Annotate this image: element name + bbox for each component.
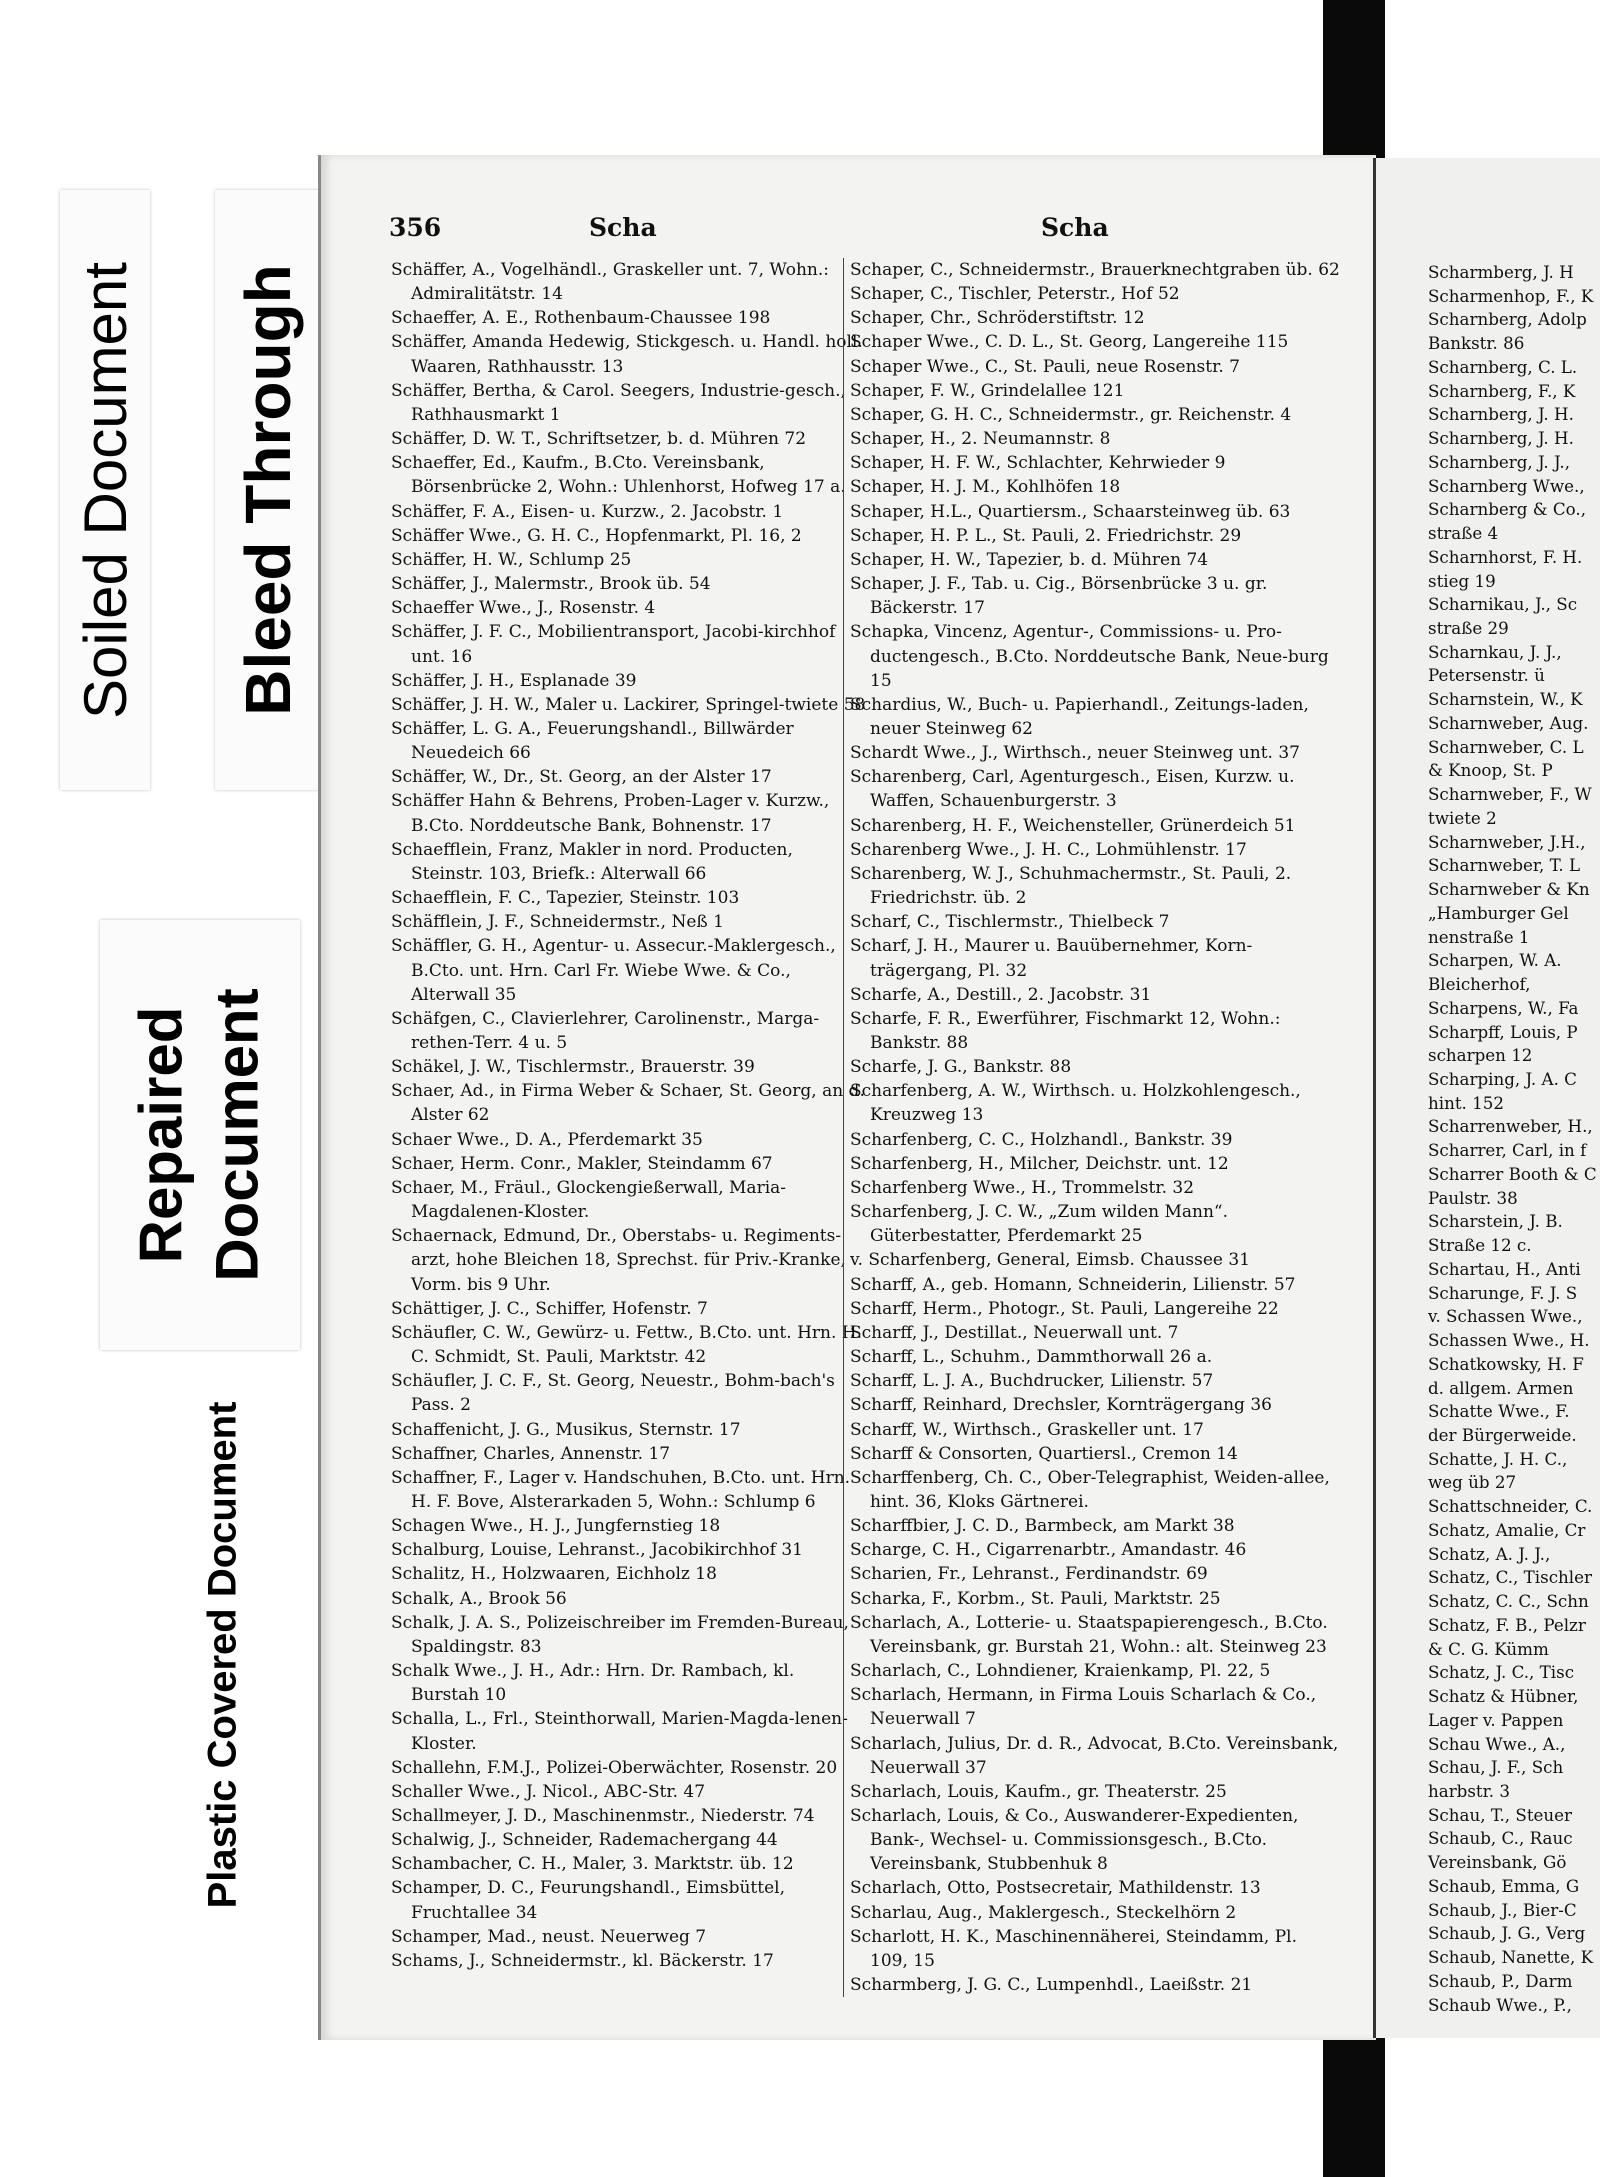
directory-entry: Schaper, H. W., Tapezier, b. d. Mühren 74 bbox=[850, 549, 1209, 570]
directory-entry: d. allgem. Armen bbox=[1428, 1377, 1574, 1398]
directory-entry: Scharff, Herm., Photogr., St. Pauli, Langereihe 22 bbox=[850, 1298, 1279, 1319]
directory-entry: Scharenberg Wwe., J. H. C., Lohmühlenstr. 17 bbox=[850, 839, 1247, 860]
directory-entry: Scharping, J. A. C bbox=[1428, 1068, 1577, 1089]
directory-entry: Scharffbier, J. C. D., Barmbeck, am Markt 38 bbox=[850, 1516, 1235, 1537]
directory-entry: Scharlach, A., Lotterie- u. Staatspapierengesch., B.Cto. Vereinsbank, gr. Burstah 21, Wohn.: alt. Steinweg 23 bbox=[850, 1612, 1328, 1657]
directory-entry: Schatz, J. C., Tisc bbox=[1428, 1662, 1575, 1683]
directory-entry: Schäffer, A., Vogelhändl., Graskeller unt. 7, Wohn.: Admiralitätstr. 14 bbox=[391, 260, 829, 305]
directory-entry: Schatte Wwe., F. bbox=[1428, 1401, 1570, 1422]
page-number: 356 bbox=[389, 213, 442, 242]
directory-entry: Scharnberg Wwe., bbox=[1428, 475, 1585, 496]
directory-entry: Scharnweber, C. L bbox=[1428, 736, 1584, 757]
directory-entry: Lager v. Pappen bbox=[1428, 1709, 1564, 1730]
directory-entry: Schäffer, J. H. W., Maler u. Lackirer, Springel-twiete 58 bbox=[391, 694, 866, 715]
directory-entry: Scharnstein, W., K bbox=[1428, 689, 1583, 710]
directory-entry: Scharnberg, Adolp bbox=[1428, 309, 1587, 330]
directory-entry: Schaper, H. P. L., St. Pauli, 2. Friedrichstr. 29 bbox=[850, 525, 1242, 546]
directory-entry: Scharmberg, J. H bbox=[1428, 262, 1574, 282]
directory-entry: Paulstr. 38 bbox=[1428, 1187, 1518, 1208]
directory-entry: Scharf, J. H., Maurer u. Bauübernehmer, Korn-trägergang, Pl. 32 bbox=[850, 936, 1253, 981]
directory-entry: Scharnweber, F., W bbox=[1428, 784, 1592, 805]
directory-entry: Schaub, Nanette, K bbox=[1428, 1947, 1594, 1968]
directory-entry: Schaeffer Wwe., J., Rosenstr. 4 bbox=[391, 598, 656, 619]
repaired-line-2: Document bbox=[204, 988, 272, 1282]
directory-entry: Schäffer, Amanda Hedewig, Stickgesch. u. Handl. holl. Waaren, Rathhausstr. 13 bbox=[391, 332, 863, 377]
next-page-fragment bbox=[1373, 158, 1600, 2038]
directory-entry: Schaper, H.L., Quartiersm., Schaarsteinweg üb. 63 bbox=[850, 501, 1291, 522]
directory-entry: Scharrenweber, H., bbox=[1428, 1116, 1593, 1137]
soiled-document-label bbox=[60, 190, 150, 790]
directory-entry: Schäffer, J., Malermstr., Brook üb. 54 bbox=[391, 574, 711, 595]
directory-entry: Straße 12 c. bbox=[1428, 1235, 1532, 1256]
directory-entry: Scharff, W., Wirthsch., Graskeller unt. 17 bbox=[850, 1419, 1204, 1440]
directory-entry: Schaub, Emma, G bbox=[1428, 1875, 1580, 1896]
entries-column-left bbox=[391, 258, 867, 1973]
directory-entry: Schaper, F. W., Grindelallee 121 bbox=[850, 380, 1125, 401]
directory-entry: Schaub, C., Rauc bbox=[1428, 1828, 1573, 1849]
directory-entry: Schatz, C., Tischler bbox=[1428, 1567, 1592, 1588]
directory-entry: stieg 19 bbox=[1428, 570, 1496, 591]
directory-entry: Schaper, G. H. C., Schneidermstr., gr. Reichenstr. 4 bbox=[850, 404, 1292, 425]
directory-entry: Scharfe, A., Destill., 2. Jacobstr. 31 bbox=[850, 984, 1152, 1005]
directory-entry: Schaeffer, A. E., Rothenbaum-Chaussee 198 bbox=[391, 308, 771, 329]
directory-entry: Scharnberg & Co., bbox=[1428, 499, 1587, 520]
directory-entry: Schaper, H. J. M., Kohlhöfen 18 bbox=[850, 477, 1121, 498]
entries-column-right bbox=[843, 258, 1340, 1997]
directory-entry: „Hamburger Gel bbox=[1428, 902, 1569, 923]
directory-entry: Schalk, J. A. S., Polizeischreiber im Fremden-Bureau, Spaldingstr. 83 bbox=[391, 1612, 849, 1657]
directory-entry: Scharnberg, C. L. bbox=[1428, 356, 1578, 377]
directory-entry: Scharlach, Julius, Dr. d. R., Advocat, B.Cto. Vereinsbank, Neuerwall 37 bbox=[850, 1733, 1339, 1778]
directory-entry: Schättiger, J. C., Schiffer, Hofenstr. 7 bbox=[391, 1298, 708, 1319]
directory-entry: Schams, J., Schneidermstr., kl. Bäckerstr. 17 bbox=[391, 1950, 774, 1971]
directory-entry: Scharlach, Otto, Postsecretair, Mathildenstr. 13 bbox=[850, 1878, 1261, 1899]
directory-entry: Scharnweber & Kn bbox=[1428, 879, 1590, 900]
directory-entry: Schäfflein, J. F., Schneidermstr., Neß 1 bbox=[391, 912, 724, 933]
directory-entry: Scharnweber, J.H., bbox=[1428, 831, 1586, 852]
directory-page bbox=[318, 155, 1376, 2040]
directory-entry: Scharmberg, J. G. C., Lumpenhdl., Laeißstr. 21 bbox=[850, 1975, 1253, 1996]
directory-entry: straße 4 bbox=[1428, 523, 1499, 544]
plastic-covered-label bbox=[130, 1335, 315, 1975]
directory-entry: Schatz, F. B., Pelzr bbox=[1428, 1614, 1586, 1635]
directory-entry: straße 29 bbox=[1428, 618, 1509, 639]
directory-entry: Schaper, C., Tischler, Peterstr., Hof 52 bbox=[850, 284, 1180, 305]
directory-entry: Schau, J. F., Sch bbox=[1428, 1757, 1564, 1778]
directory-entry: Schäufler, C. W., Gewürz- u. Fettw., B.Cto. unt. Hrn. H. C. Schmidt, St. Pauli, Marktstr. 42 bbox=[391, 1322, 863, 1368]
directory-entry: Schatz, C. C., Schn bbox=[1428, 1591, 1589, 1612]
directory-entry: Schaub, P., Darm bbox=[1428, 1970, 1573, 1991]
directory-entry: Schalwig, J., Schneider, Rademachergang 44 bbox=[391, 1830, 778, 1851]
directory-entry: Scharlach, Hermann, in Firma Louis Scharlach & Co., Neuerwall 7 bbox=[850, 1685, 1317, 1730]
directory-entry: Scharge, C. H., Cigarrenarbtr., Amandastr. 46 bbox=[850, 1540, 1247, 1561]
directory-entry: Schäffer, J. H., Esplanade 39 bbox=[391, 670, 637, 691]
directory-entry: Schaer, Herm. Conr., Makler, Steindamm 67 bbox=[391, 1153, 773, 1174]
directory-entry: weg üb 27 bbox=[1428, 1472, 1517, 1493]
directory-entry: Schallmeyer, J. D., Maschinenmstr., Niederstr. 74 bbox=[391, 1806, 815, 1826]
directory-entry: Scharrer, Carl, in f bbox=[1428, 1140, 1587, 1161]
directory-entry: Schaper, H., 2. Neumannstr. 8 bbox=[850, 429, 1111, 450]
directory-entry: Scharlott, H. K., Maschinennäherei, Steindamm, Pl. 109, 15 bbox=[850, 1926, 1297, 1971]
directory-entry: Scharlach, Louis, Kaufm., gr. Theaterstr. 25 bbox=[850, 1781, 1227, 1802]
directory-entry: Schaper, Chr., Schröderstiftstr. 12 bbox=[850, 308, 1145, 329]
directory-entry: Schäffer, Bertha, & Carol. Seegers, Industrie-gesch., Rathhausmarkt 1 bbox=[391, 380, 846, 425]
directory-entry: Schalburg, Louise, Lehranst., Jacobikirchhof 31 bbox=[391, 1540, 803, 1561]
directory-entry: Schaffner, F., Lager v. Handschuhen, B.Cto. unt. Hrn. H. F. Bove, Alsterarkaden 5, Wohn.: Schlump 6 bbox=[391, 1467, 851, 1512]
repaired-document-label bbox=[100, 920, 300, 1350]
directory-entry: Schaper, H. F. W., Schlachter, Kehrwieder 9 bbox=[850, 453, 1226, 474]
directory-entry: Scharmenhop, F., K bbox=[1428, 285, 1594, 306]
directory-entry: hint. 152 bbox=[1428, 1092, 1504, 1113]
directory-entry: twiete 2 bbox=[1428, 807, 1497, 828]
directory-entry: Schaub Wwe., P., bbox=[1428, 1994, 1572, 2015]
directory-entry: Vereinsbank, Gö bbox=[1428, 1852, 1567, 1873]
directory-entry: & C. G. Kümm bbox=[1428, 1638, 1549, 1659]
directory-entry: Schatz & Hübner, bbox=[1428, 1686, 1579, 1707]
directory-entry: Scharfe, F. R., Ewerführer, Fischmarkt 12, Wohn.: Bankstr. 88 bbox=[850, 1008, 1281, 1053]
running-header-left: Scha bbox=[589, 213, 657, 242]
directory-entry: Scharfenberg, A. W., Wirthsch. u. Holzkohlengesch., Kreuzweg 13 bbox=[850, 1081, 1301, 1126]
directory-entry: Scharenberg, H. F., Weichensteller, Grünerdeich 51 bbox=[850, 815, 1296, 836]
directory-entry: Schäkel, J. W., Tischlermstr., Brauerstr. 39 bbox=[391, 1057, 755, 1078]
directory-entry: Schaer, M., Fräul., Glockengießerwall, Maria-Magdalenen-Kloster. bbox=[391, 1177, 787, 1223]
directory-entry: Schäffer, L. G. A., Feuerungshandl., Billwärder Neuedeich 66 bbox=[391, 718, 794, 764]
directory-entry: Scharfenberg, H., Milcher, Deichstr. unt. 12 bbox=[850, 1153, 1229, 1174]
directory-entry: & Knoop, St. P bbox=[1428, 760, 1553, 781]
directory-entry: Schaper, J. F., Tab. u. Cig., Börsenbrücke 3 u. gr. Bäckerstr. 17 bbox=[850, 574, 1268, 619]
directory-entry: Scharff, J., Destillat., Neuerwall unt. 7 bbox=[850, 1322, 1179, 1343]
plastic-covered-text: Plastic Covered Document bbox=[200, 1401, 245, 1909]
directory-entry: Bleicherhof, bbox=[1428, 974, 1531, 995]
bleed-through-label bbox=[215, 190, 320, 790]
directory-entry: Scharnberg, J. H. bbox=[1428, 404, 1574, 425]
repaired-line-1: Repaired bbox=[128, 1006, 196, 1264]
running-header-right: Scha bbox=[1041, 213, 1109, 242]
directory-entry: Scharnhorst, F. H. bbox=[1428, 546, 1583, 567]
directory-entry: Schaefflein, F. C., Tapezier, Steinstr. 103 bbox=[391, 888, 740, 909]
directory-entry: Scharff, L. J. A., Buchdrucker, Lilienstr. 57 bbox=[850, 1371, 1214, 1392]
directory-entry: Schäffer, D. W. T., Schriftsetzer, b. d. Mühren 72 bbox=[391, 429, 807, 450]
directory-entry: Schagen Wwe., H. J., Jungfernstieg 18 bbox=[391, 1516, 721, 1537]
directory-entry: Scharlau, Aug., Maklergesch., Steckelhörn 2 bbox=[850, 1902, 1237, 1923]
directory-entry: scharpen 12 bbox=[1428, 1045, 1533, 1066]
directory-entry: Petersenstr. ü bbox=[1428, 665, 1545, 686]
directory-entry: Schäffler, G. H., Agentur- u. Assecur.-Maklergesch., B.Cto. unt. Hrn. Carl Fr. Wiebe Wwe. & Co., Alterwall 35 bbox=[391, 936, 836, 1005]
directory-entry: Schäffer, J. F. C., Mobilientransport, Jacobi-kirchhof unt. 16 bbox=[391, 622, 836, 667]
directory-entry: Schalla, L., Frl., Steinthorwall, Marien-Magda-lenen-Kloster. bbox=[391, 1709, 848, 1754]
directory-entry: Scharff & Consorten, Quartiersl., Cremon 14 bbox=[850, 1443, 1238, 1464]
directory-entry: Schatkowsky, H. F bbox=[1428, 1353, 1584, 1374]
directory-entry: Scharfenberg Wwe., H., Trommelstr. 32 bbox=[850, 1177, 1195, 1198]
directory-entry: Scharff, Reinhard, Drechsler, Kornträgergang 36 bbox=[850, 1395, 1272, 1416]
directory-entry: Scharstein, J. B. bbox=[1428, 1211, 1563, 1232]
directory-entry: Schaper Wwe., C., St. Pauli, neue Rosenstr. 7 bbox=[850, 356, 1240, 377]
directory-entry: Schäffer Hahn & Behrens, Proben-Lager v. Kurzw., B.Cto. Norddeutsche Bank, Bohnenstr. 17 bbox=[391, 791, 830, 836]
bleed-through-text: Bleed Through bbox=[231, 264, 304, 716]
directory-entry: Scharfe, J. G., Bankstr. 88 bbox=[850, 1057, 1072, 1078]
directory-entry: Schäfgen, C., Clavierlehrer, Carolinenstr., Marga-rethen-Terr. 4 u. 5 bbox=[391, 1008, 820, 1053]
soiled-document-text: Soiled Document bbox=[71, 261, 139, 719]
directory-entry: Schäufler, J. C. F., St. Georg, Neuestr., Bohm-bach's Pass. 2 bbox=[391, 1371, 835, 1416]
directory-entry: Scharf, C., Tischlermstr., Thielbeck 7 bbox=[850, 912, 1170, 933]
directory-entry: Schaffner, Charles, Annenstr. 17 bbox=[391, 1443, 671, 1464]
directory-entry: Scharpens, W., Fa bbox=[1428, 997, 1579, 1018]
directory-entry: Scharunge, F. J. S bbox=[1428, 1282, 1578, 1303]
directory-entry: Schäffer Wwe., G. H. C., Hopfenmarkt, Pl. 16, 2 bbox=[391, 525, 802, 546]
directory-entry: Scharrer Booth & C bbox=[1428, 1163, 1597, 1184]
directory-entry: Schambacher, C. H., Maler, 3. Marktstr. üb. 12 bbox=[391, 1854, 794, 1875]
directory-entry: v. Scharfenberg, General, Eimsb. Chaussee 31 bbox=[850, 1250, 1251, 1271]
directory-entry: Scharenberg, W. J., Schuhmachermstr., St. Pauli, 2. Friedrichstr. üb. 2 bbox=[850, 863, 1292, 909]
directory-entry: Schatte, J. H. C., bbox=[1428, 1448, 1568, 1469]
directory-entry: Schau, T., Steuer bbox=[1428, 1804, 1573, 1825]
directory-entry: Schau Wwe., A., bbox=[1428, 1733, 1566, 1754]
directory-entry: Scharpff, Louis, P bbox=[1428, 1021, 1578, 1042]
directory-entry: Schaper Wwe., C. D. L., St. Georg, Langereihe 115 bbox=[850, 332, 1289, 353]
directory-entry: Scharnberg, J. H. bbox=[1428, 428, 1574, 449]
directory-entry: Bankstr. 86 bbox=[1428, 333, 1525, 354]
directory-entry: Schallehn, F.M.J., Polizei-Oberwächter, Rosenstr. 20 bbox=[391, 1757, 838, 1778]
directory-entry: Schaefflein, Franz, Makler in nord. Producten, Steinstr. 103, Briefk.: Alterwall 66 bbox=[391, 839, 793, 884]
directory-entry: Schardius, W., Buch- u. Papierhandl., Zeitungs-laden, neuer Steinweg 62 bbox=[850, 694, 1309, 739]
directory-entry: Scharenberg, Carl, Agenturgesch., Eisen, Kurzw. u. Waffen, Schauenburgerstr. 3 bbox=[850, 767, 1295, 812]
directory-entry: Schaffenicht, J. G., Musikus, Sternstr. 17 bbox=[391, 1419, 741, 1440]
directory-entry: Scharffenberg, Ch. C., Ober-Telegraphist, Weiden-allee, hint. 36, Kloks Gärtnerei. bbox=[850, 1467, 1330, 1512]
directory-entry: Schaub, J., Bier-C bbox=[1428, 1899, 1577, 1920]
directory-entry: Schäffer, W., Dr., St. Georg, an der Alster 17 bbox=[391, 767, 772, 788]
directory-entry: harbstr. 3 bbox=[1428, 1781, 1510, 1801]
directory-entry: Schassen Wwe., H. bbox=[1428, 1330, 1590, 1351]
directory-entry: Schalk Wwe., J. H., Adr.: Hrn. Dr. Rambach, kl. Burstah 10 bbox=[391, 1661, 795, 1706]
directory-entry: Scharff, L., Schuhm., Dammthorwall 26 a. bbox=[850, 1347, 1213, 1368]
directory-entry: Scharnweber, T. L bbox=[1428, 855, 1581, 876]
directory-entry: Scharien, Fr., Lehranst., Ferdinandstr. 69 bbox=[850, 1564, 1208, 1585]
directory-entry: Schardt Wwe., J., Wirthsch., neuer Steinweg unt. 37 bbox=[850, 743, 1300, 764]
repaired-document-text bbox=[124, 988, 276, 1281]
directory-entry: Scharfenberg, J. C. W., „Zum wilden Mann“. Güterbestatter, Pferdemarkt 25 bbox=[850, 1202, 1229, 1247]
directory-entry: Schamper, Mad., neust. Neuerweg 7 bbox=[391, 1926, 707, 1947]
directory-entry: Scharka, F., Korbm., St. Pauli, Marktstr. 25 bbox=[850, 1588, 1221, 1609]
directory-entry: Scharff, A., geb. Homann, Schneiderin, Lilienstr. 57 bbox=[850, 1274, 1296, 1295]
directory-entry: Scharnikau, J., Sc bbox=[1428, 594, 1578, 615]
directory-entry: Schalk, A., Brook 56 bbox=[391, 1588, 567, 1609]
directory-entry: Schaller Wwe., J. Nicol., ABC-Str. 47 bbox=[391, 1781, 706, 1802]
directory-entry: Scharlach, C., Lohndiener, Kraienkamp, Pl. 22, 5 bbox=[850, 1661, 1271, 1682]
directory-entry: Schäffer, H. W., Schlump 25 bbox=[391, 549, 632, 570]
directory-entry: Schaernack, Edmund, Dr., Oberstabs- u. Regiments-arzt, hohe Bleichen 18, Sprechst. für Priv.-Kranke, Vorm. bis 9 Uhr. bbox=[391, 1226, 846, 1295]
directory-entry: Schaper, C., Schneidermstr., Brauerknechtgraben üb. 62 bbox=[850, 260, 1340, 280]
directory-entry: Schaer Wwe., D. A., Pferdemarkt 35 bbox=[391, 1129, 703, 1150]
directory-entry: nenstraße 1 bbox=[1428, 926, 1530, 947]
directory-entry: Scharnberg, J. J., bbox=[1428, 451, 1571, 472]
directory-entry: Schapka, Vincenz, Agentur-, Commissions- u. Pro-ductengesch., B.Cto. Norddeutsche Bank, Neue-burg 15 bbox=[850, 622, 1329, 691]
directory-entry: Schalitz, H., Holzwaaren, Eichholz 18 bbox=[391, 1564, 717, 1585]
directory-entry: Scharnweber, Aug. bbox=[1428, 712, 1589, 733]
directory-entry: Schatz, A. J. J., bbox=[1428, 1543, 1551, 1564]
directory-entry: Schaeffer, Ed., Kaufm., B.Cto. Vereinsbank, Börsenbrücke 2, Wohn.: Uhlenhorst, Hofweg 17 a. bbox=[391, 453, 846, 498]
directory-entry: Schaer, Ad., in Firma Weber & Schaer, St. Georg, an d. Alster 62 bbox=[391, 1081, 865, 1126]
directory-entry: Schartau, H., Anti bbox=[1428, 1258, 1581, 1279]
directory-entry: Schamper, D. C., Feurungshandl., Eimsbüttel, Fruchtallee 34 bbox=[391, 1878, 785, 1923]
directory-entry: Scharnkau, J. J., bbox=[1428, 641, 1562, 662]
directory-entry: der Bürgerweide. bbox=[1428, 1424, 1577, 1445]
directory-entry: Scharfenberg, C. C., Holzhandl., Bankstr. 39 bbox=[850, 1129, 1233, 1150]
directory-entry: v. Schassen Wwe., bbox=[1428, 1306, 1583, 1327]
directory-entry: Scharpen, W. A. bbox=[1428, 950, 1562, 971]
directory-entry: Schatz, Amalie, Cr bbox=[1428, 1519, 1586, 1540]
directory-entry: Schattschneider, C. bbox=[1428, 1496, 1593, 1517]
directory-entry: Scharnberg, F., K bbox=[1428, 380, 1576, 401]
directory-entry: Schäffer, F. A., Eisen- u. Kurzw., 2. Jacobstr. 1 bbox=[391, 501, 784, 522]
entries-column-next-page bbox=[1428, 261, 1600, 2017]
directory-entry: Scharlach, Louis, & Co., Auswanderer-Expedienten, Bank-, Wechsel- u. Commissionsgesch., B.Cto. Vereinsbank, Stubbenhuk 8 bbox=[850, 1806, 1299, 1875]
directory-entry: Schaub, J. G., Verg bbox=[1428, 1923, 1586, 1944]
